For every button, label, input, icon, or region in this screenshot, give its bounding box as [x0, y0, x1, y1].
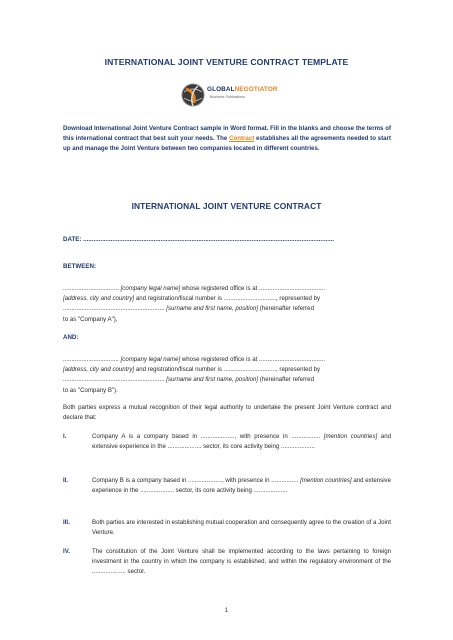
party-b-line-3: ............................................................ [surname and first name, position] (hereinafter referred: [63, 376, 314, 384]
party-b-block: [63, 355, 391, 396]
party-b-line-1: ................................. [company legal name] whose registered office is at .......................................: [63, 356, 326, 363]
intro-paragraph: Download International Joint Venture Contract sample in Word format. Fill in the blanks and choose the terms of this international contract that best suit your needs. The Contract establishes all the agreements needed to start up and manage the Joint Venture between two companies located in different countries.: [63, 125, 391, 152]
page-number: 1: [224, 607, 229, 614]
party-a-line-4: to as "Company A"),: [63, 315, 118, 323]
party-b-line-4: to as "Company B").: [63, 386, 118, 394]
clause-iv: [63, 547, 391, 578]
document-title: INTERNATIONAL JOINT VENTURE CONTRACT TEMPLATE: [104, 57, 349, 67]
clause-i: [63, 432, 391, 463]
clause-number: II.: [63, 477, 69, 484]
clause-number: IV.: [63, 548, 70, 555]
party-a-line-1: ................................. [company legal name] whose registered office is at .......................................: [63, 285, 326, 292]
clause-ii: [63, 476, 391, 507]
and-label: AND:: [63, 334, 79, 341]
clause-number: I.: [63, 433, 67, 440]
logo-tagline: Business Publications: [210, 95, 245, 99]
logo-wordmark: GLOBALNEGOTIATOR: [207, 86, 278, 93]
clause-text: Company A is a company based in ...................., with presence in ................. [mention countries] and extensive experience in the .................... sector, its core activity being ....................: [92, 433, 391, 451]
clause-number: III.: [63, 519, 70, 526]
party-b-line-2: [address, city and country] and registration/fiscal number is ..............................., represented by: [63, 366, 321, 374]
date-line: DATE: ..................................................................................................................................................: [63, 236, 335, 243]
recognition-paragraph: Both parties express a mutual recognition of their legal authority to undertake the present Joint Venture contract and declare that:: [63, 404, 391, 422]
clause-text: The constitution of the Joint Venture shall be implemented according to the laws pertaining to foreign investment in the country in which the company is established, and within the regulatory environment of the .................... sector.: [92, 548, 391, 576]
global-negotiator-logo: [180, 82, 280, 108]
party-a-block: [63, 284, 391, 325]
contract-link[interactable]: Contract: [229, 135, 255, 142]
between-label: BETWEEN:: [63, 263, 96, 270]
clause-text: Both parties are interested in establishing mutual cooperation and consequently agree to the creation of a Joint Venture.: [92, 519, 391, 537]
party-a-line-3: ............................................................ [surname and first name, position] (hereinafter referred: [63, 305, 314, 313]
clause-text: Company B is a company based in ...................., with presence in ................ [mention countries] and extensive experience in the .................... sector, its core activity being ....................: [92, 477, 391, 495]
party-a-line-2: [address, city and country] and registration/fiscal number is ..............................., represented by: [63, 295, 321, 303]
clause-iii: [63, 518, 391, 539]
contract-title: INTERNATIONAL JOINT VENTURE CONTRACT: [131, 201, 322, 211]
globe-icon: [180, 82, 206, 108]
